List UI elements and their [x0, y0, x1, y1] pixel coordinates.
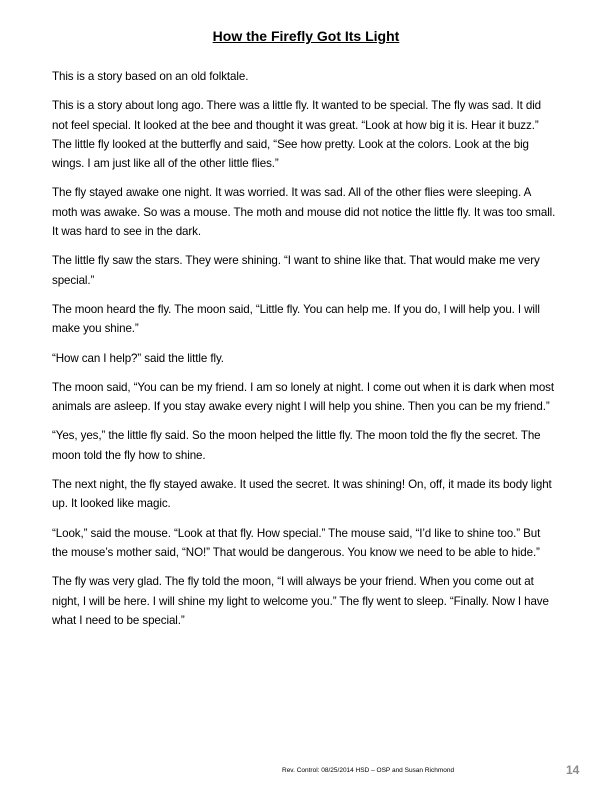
- paragraph: “Look,” said the mouse. “Look at that fly. How special.” The mouse said, “I’d like to shine too.” But the mouse’s mother said, “NO!” That would be dangerous. You know we need to be able to hide.”: [52, 526, 541, 559]
- paragraph: The fly was very glad. The fly told the moon, “I will always be your friend. When you come out at night, I will be here. I will shine my light to welcome you.” The fly went to sleep. “Finally. Now I have what I need to be special.”: [52, 575, 549, 627]
- paragraph: This is a story about long ago. There was a little fly. It wanted to be special. The fly was sad. It did not feel special. It looked at the bee and thought it was great. “Look at how big it is. Hear it buzz.” The little fly looked at the butterfly and said, “See how pretty. Look at the colors. Look at the big wings. I am just like all of the other little flies.”: [52, 99, 542, 171]
- page-footer: [0, 762, 612, 782]
- paragraph: “Yes, yes,” the little fly said. So the moon helped the little fly. The moon told the fly the secret. The moon told the fly how to shine.: [52, 429, 541, 462]
- paragraph: The moon said, “You can be my friend. I am so lonely at night. I come out when it is dark when most animals are asleep. If you stay awake every night I will help you shine. Then you can be my friend.”: [52, 380, 554, 414]
- paragraph: The fly stayed awake one night. It was worried. It was sad. All of the other flies were sleeping. A moth was awake. So was a mouse. The moth and mouse did not notice the little fly. It was too small. It was hard to see in the dark.: [52, 186, 556, 239]
- page-number: 14: [566, 763, 580, 777]
- paragraph: “How can I help?” said the little fly.: [52, 351, 224, 365]
- story-body: [52, 67, 558, 640]
- revision-note: Rev. Control: 08/25/2014 HSD – OSP and Susan Richmond: [282, 767, 455, 774]
- paragraph: The moon heard the fly. The moon said, “Little fly. You can help me. If you do, I will help you. I will make you shine.”: [52, 302, 540, 336]
- paragraph: This is a story based on an old folktale.: [52, 70, 249, 83]
- paragraph: The little fly saw the stars. They were shining. “I want to shine like that. That would make me very special.”: [52, 254, 540, 287]
- story-title: How the Firefly Got Its Light: [212, 28, 400, 44]
- paragraph: The next night, the fly stayed awake. It used the secret. It was shining! On, off, it made its body light up. It looked like magic.: [52, 478, 552, 511]
